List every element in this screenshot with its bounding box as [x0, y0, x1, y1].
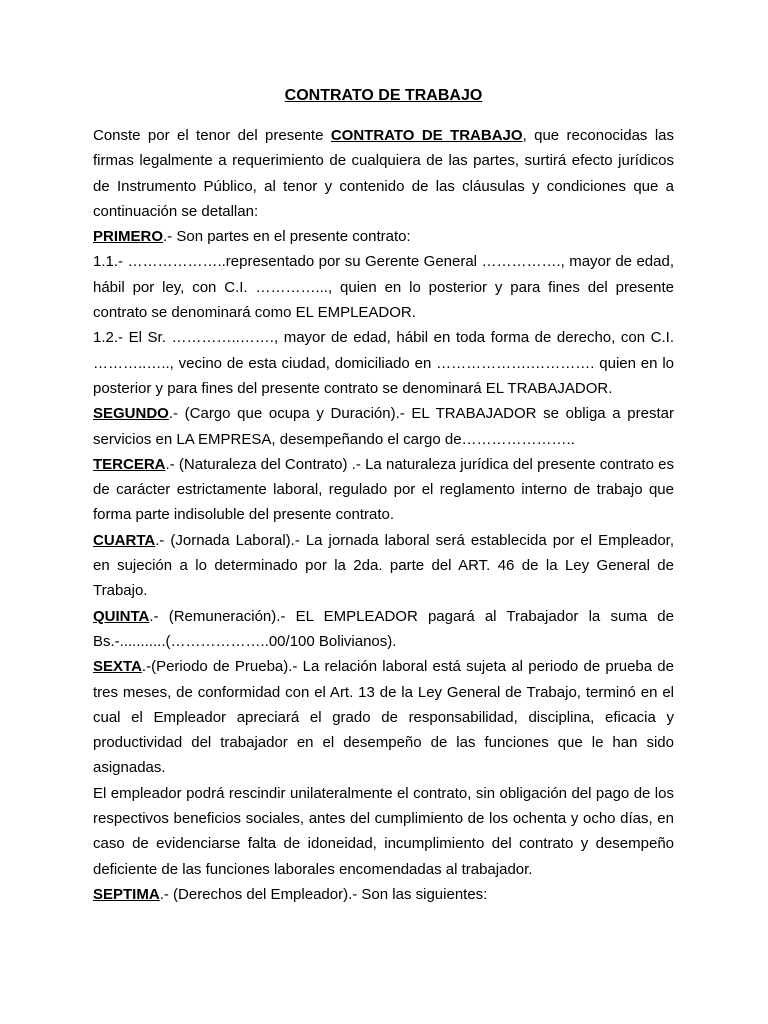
- clause-sexta: [93, 654, 674, 780]
- clause-quinta-heading: QUINTA: [93, 607, 150, 625]
- clause-tercera: [93, 452, 674, 528]
- document-body: [93, 123, 674, 907]
- clause-cuarta-heading: CUARTA: [93, 531, 156, 549]
- intro-paragraph: [93, 123, 674, 224]
- document-title: CONTRATO DE TRABAJO: [284, 87, 483, 104]
- clause-primero-heading: PRIMERO: [93, 228, 164, 246]
- clause-quinta: [93, 604, 674, 655]
- clause-cuarta: [93, 528, 674, 604]
- clause-cuarta-text: .- (Jornada Laboral).- La jornada laboral será establecida por el Empleador, en sujeción a lo determinado por la 2da. parte del ART. 46 de la Ley General de Trabajo.: [93, 531, 674, 600]
- clause-primero-text: .- Son partes en el presente contrato:: [163, 228, 411, 246]
- clause-sexta-text: .-(Periodo de Prueba).- La relación laboral está sujeta al periodo de prueba de tres meses, de conformidad con el Art. 13 de la Ley General de Trabajo, terminó en el cual el Empleador apreciará el grado de responsabilidad, disciplina, eficacia y productividad del trabajador en el desempeño de las funciones que le han sido asignadas.: [93, 658, 674, 777]
- clause-tercera-heading: TERCERA: [93, 455, 166, 473]
- clause-1-1: 1.1.- ………………..representado por su Gerente General ……………., mayor de edad, hábil por ley, con C.I. …………..., quien en lo posterior y para fines del presente contrato se denominará como EL EMPLEADOR.: [93, 253, 674, 322]
- clause-1-2: 1.2.- El Sr. …………..……., mayor de edad, hábil en toda forma de derecho, con C.I. ………..….., vecino de esta ciudad, domiciliado en ……………….…………. quien en lo posterior y para fines del presente contrato se denominará EL TRABAJADOR.: [93, 329, 674, 397]
- clause-septima-heading: SEPTIMA: [93, 885, 160, 903]
- clause-sexta-heading: SEXTA: [93, 658, 142, 676]
- intro-text-before: Conste por el tenor del presente: [93, 127, 331, 144]
- clause-sexta-continuation: El empleador podrá rescindir unilateralmente el contrato, sin obligación del pago de los respectivos beneficios sociales, antes del cumplimiento de los ochenta y ocho días, en caso de evidenciarse falta de idoneidad, incumplimiento del contrato y desempeño deficiente de las funciones laborales encomendadas al trabajador.: [93, 784, 674, 878]
- clause-quinta-text: .- (Remuneración).- EL EMPLEADOR pagará al Trabajador la suma de Bs.-...........(………………..00/100 Bolivianos).: [93, 607, 674, 650]
- clause-segundo-heading: SEGUNDO: [93, 405, 169, 423]
- clause-septima: [93, 882, 674, 907]
- clause-segundo-text: .- (Cargo que ocupa y Duración).- EL TRABAJADOR se obliga a prestar servicios en LA EMPRESA, desempeñando el cargo de…………………..: [93, 405, 674, 448]
- clause-tercera-text: .- (Naturaleza del Contrato) .- La naturaleza jurídica del presente contrato es de carácter estrictamente laboral, regulado por el reglamento interno de trabajo que forma parte indisoluble del presente contrato.: [93, 455, 674, 524]
- clause-septima-text: .- (Derechos del Empleador).- Son las siguientes:: [159, 885, 488, 903]
- intro-text-after: , que reconocidas las firmas legalmente a requerimiento de cualquiera de las partes, surtirá efecto jurídicos de Instrumento Público, al tenor y contenido de las cláusulas y condiciones que a continuación se detallan:: [93, 127, 674, 220]
- clause-primero: [93, 224, 674, 249]
- clause-segundo: [93, 401, 674, 452]
- intro-keyword: CONTRATO DE TRABAJO: [330, 127, 523, 144]
